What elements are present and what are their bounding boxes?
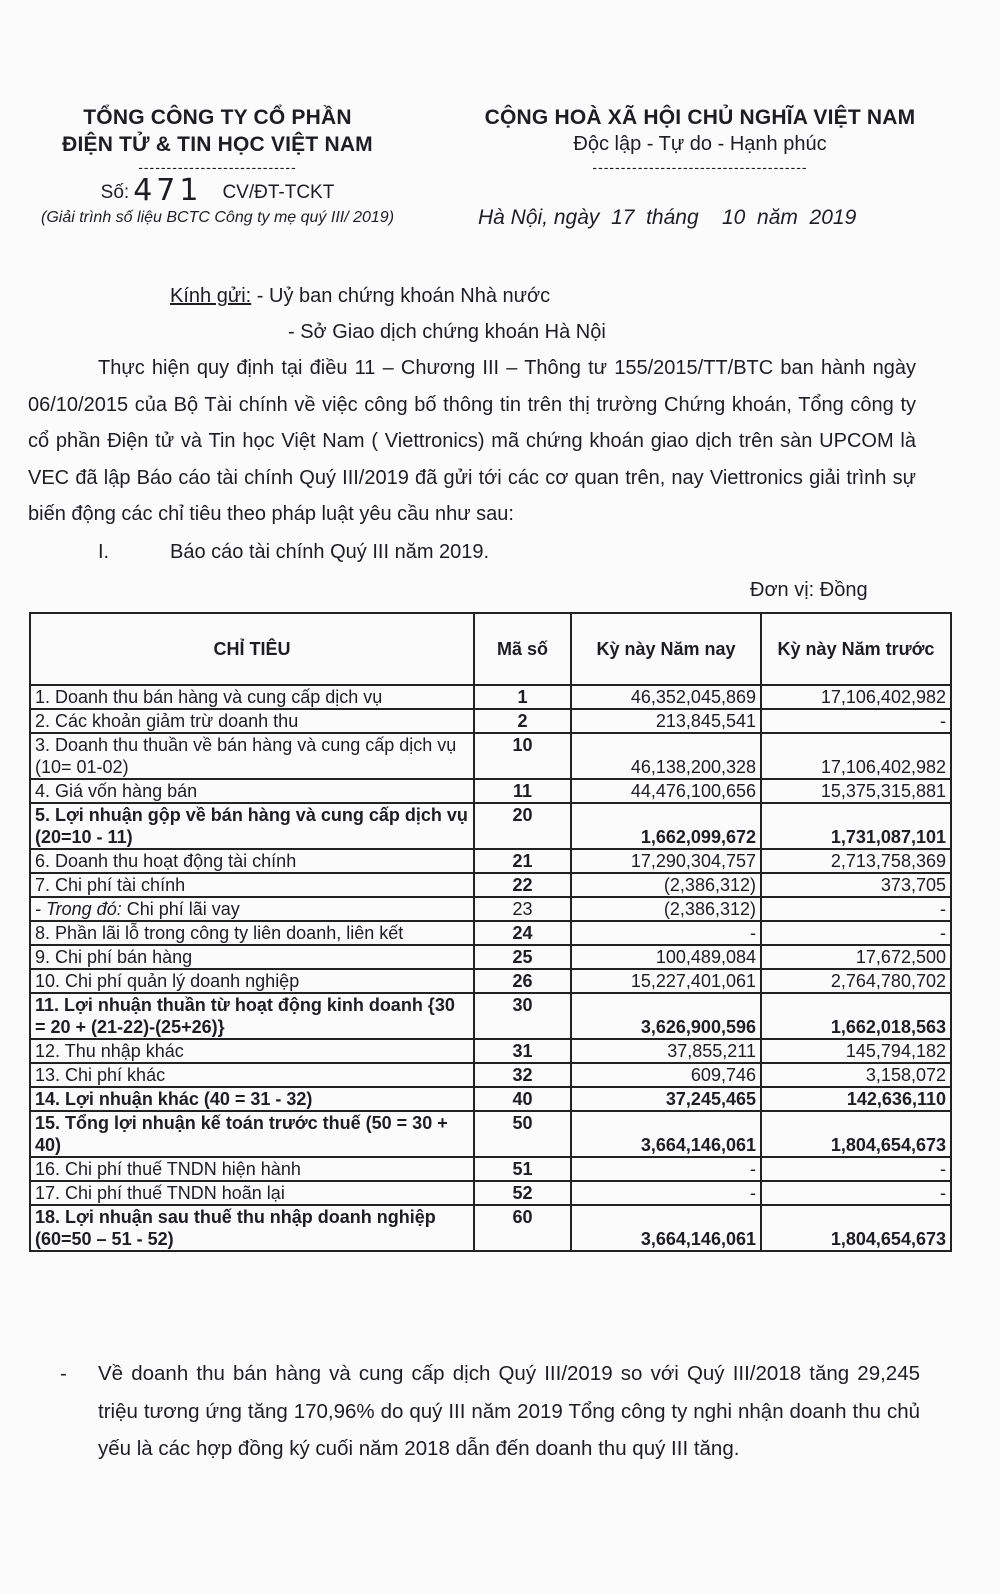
- row-code: 51: [474, 1157, 571, 1181]
- row-current: 46,352,045,869: [571, 685, 761, 709]
- table-row: [30, 1063, 951, 1087]
- row-label: 6. Doanh thu hoạt động tài chính: [30, 849, 474, 873]
- row-previous: 17,106,402,982: [761, 685, 951, 709]
- row-code: 1: [474, 685, 571, 709]
- row-label: 9. Chi phí bán hàng: [30, 945, 474, 969]
- document-date: Hà Nội, ngày 17 tháng 10 năm 2019: [478, 206, 857, 229]
- row-previous: -: [761, 921, 951, 945]
- row-label-rest: Chi phí lãi vay: [121, 899, 240, 919]
- document-number-label: Số:: [100, 182, 130, 203]
- row-current: (2,386,312): [571, 897, 761, 921]
- row-previous: 15,375,315,881: [761, 779, 951, 803]
- row-label: 11. Lợi nhuận thuần từ hoạt động kinh doanh {30 = 20 + (21-22)-(25+26)}: [30, 993, 474, 1039]
- row-current: -: [571, 1181, 761, 1205]
- bullet-text: Về doanh thu bán hàng và cung cấp dịch Quý III/2019 so với Quý III/2018 tăng 29,245 triệu tương ứng tăng 170,96% do quý III năm 2019 Tổng công ty nghi nhận doanh thu chủ yếu là các hợp đồng ký cuối năm 2018 dẫn đến doanh thu quý III tăng.: [98, 1362, 920, 1460]
- row-previous: 145,794,182: [761, 1039, 951, 1063]
- row-current: 46,138,200,328: [571, 733, 761, 779]
- row-code: 40: [474, 1087, 571, 1111]
- table-row: [30, 803, 951, 849]
- row-current: 3,626,900,596: [571, 993, 761, 1039]
- header-previous-period: Kỳ này Năm trước: [761, 613, 951, 685]
- explanation-bullet: [60, 1355, 920, 1468]
- table-row: [30, 993, 951, 1039]
- intro-text: Thực hiện quy định tại điều 11 – Chương III – Thông tư 155/2015/TT/BTC ban hành ngày 06/10/2015 của Bộ Tài chính về việc công bố thông tin trên thị trường Chứng khoán, Tổng công ty cổ phần Điện tử và Tin học Việt Nam ( Viettronics) mã chứng khoán giao dịch trên sàn UPCOM là VEC đã lập Báo cáo tài chính Quý III/2019 đã gửi tới các cơ quan trên, nay Viettronics giải trình sự biến động các chỉ tiêu theo pháp luật yêu cầu như sau:: [28, 357, 916, 525]
- row-label: 4. Giá vốn hàng bán: [30, 779, 474, 803]
- row-current: 37,855,211: [571, 1039, 761, 1063]
- issuer-name-line2: ĐIỆN TỬ & TIN HỌC VIỆT NAM: [62, 133, 373, 156]
- table-row: [30, 969, 951, 993]
- row-current: 44,476,100,656: [571, 779, 761, 803]
- issuer-block: [20, 104, 415, 230]
- row-label-italic: - Trong đó:: [35, 899, 122, 919]
- section-title: Báo cáo tài chính Quý III năm 2019.: [170, 541, 490, 563]
- row-code: 2: [474, 709, 571, 733]
- table-header-row: [30, 613, 951, 685]
- row-current: 100,489,084: [571, 945, 761, 969]
- bullet-marker: -: [60, 1362, 67, 1385]
- row-label: 16. Chi phí thuế TNDN hiện hành: [30, 1157, 474, 1181]
- row-previous: -: [761, 709, 951, 733]
- section-number: I.: [98, 541, 110, 563]
- row-previous: -: [761, 1157, 951, 1181]
- document-subject-note: (Giải trình số liệu BCTC Công ty mẹ quý III/ 2019): [40, 209, 395, 226]
- row-label: 12. Thu nhập khác: [30, 1039, 474, 1063]
- issuer-name-line1: TỔNG CÔNG TY CỔ PHẦN: [83, 106, 352, 129]
- intro-paragraph: [28, 350, 916, 533]
- row-code: 20: [474, 803, 571, 849]
- row-label: 13. Chi phí khác: [30, 1063, 474, 1087]
- motto-divider: --------------------------------------: [592, 159, 808, 175]
- row-previous: 1,662,018,563: [761, 993, 951, 1039]
- table-row: [30, 1181, 951, 1205]
- recipients-label: Kính gửi:: [170, 285, 252, 307]
- row-code: 10: [474, 733, 571, 779]
- country-name: CỘNG HOÀ XÃ HỘI CHỦ NGHĨA VIỆT NAM: [484, 106, 916, 129]
- row-previous: -: [761, 1181, 951, 1205]
- row-code: 25: [474, 945, 571, 969]
- recipients-line1: [170, 278, 550, 314]
- row-previous: 142,636,110: [761, 1087, 951, 1111]
- table-row: [30, 709, 951, 733]
- row-current: 3,664,146,061: [571, 1111, 761, 1157]
- row-code: 60: [474, 1205, 571, 1251]
- row-current: 17,290,304,757: [571, 849, 761, 873]
- row-label: 17. Chi phí thuế TNDN hoãn lại: [30, 1181, 474, 1205]
- row-label: 7. Chi phí tài chính: [30, 873, 474, 897]
- row-current: (2,386,312): [571, 873, 761, 897]
- table-row: [30, 1157, 951, 1181]
- row-previous: 3,158,072: [761, 1063, 951, 1087]
- issuer-divider: ----------------------------: [138, 159, 297, 175]
- document-number: [20, 173, 415, 208]
- row-code: 21: [474, 849, 571, 873]
- row-label: 15. Tổng lợi nhuận kế toán trước thuế (50 = 30 + 40): [30, 1111, 474, 1157]
- row-code: 26: [474, 969, 571, 993]
- table-row: [30, 1039, 951, 1063]
- table-row: [30, 849, 951, 873]
- row-current: -: [571, 1157, 761, 1181]
- row-current: 37,245,465: [571, 1087, 761, 1111]
- row-code: 31: [474, 1039, 571, 1063]
- row-label: 1. Doanh thu bán hàng và cung cấp dịch vụ: [30, 685, 474, 709]
- table-row: [30, 1205, 951, 1251]
- row-previous: 1,804,654,673: [761, 1205, 951, 1251]
- currency-unit: Đơn vị: Đồng: [750, 579, 868, 601]
- row-previous: 17,106,402,982: [761, 733, 951, 779]
- row-code: 24: [474, 921, 571, 945]
- row-current: 1,662,099,672: [571, 803, 761, 849]
- row-previous: 1,731,087,101: [761, 803, 951, 849]
- table-row: [30, 685, 951, 709]
- row-code: 32: [474, 1063, 571, 1087]
- row-code: 11: [474, 779, 571, 803]
- row-current: 15,227,401,061: [571, 969, 761, 993]
- national-motto: Độc lập - Tự do - Hạnh phúc: [573, 133, 827, 155]
- row-label: 14. Lợi nhuận khác (40 = 31 - 32): [30, 1087, 474, 1111]
- table-row: [30, 897, 951, 921]
- row-label: 2. Các khoản giảm trừ doanh thu: [30, 709, 474, 733]
- row-label: 18. Lợi nhuận sau thuế thu nhập doanh nghiệp (60=50 – 51 - 52): [30, 1205, 474, 1251]
- row-code: 30: [474, 993, 571, 1039]
- national-heading: [460, 104, 940, 174]
- section-heading: [98, 536, 489, 568]
- row-code: 50: [474, 1111, 571, 1157]
- header-code: Mã số: [474, 613, 571, 685]
- row-current: 609,746: [571, 1063, 761, 1087]
- table-row: [30, 779, 951, 803]
- table-row: [30, 1087, 951, 1111]
- row-current: 213,845,541: [571, 709, 761, 733]
- table-row: [30, 921, 951, 945]
- table-row: [30, 1111, 951, 1157]
- row-previous: 373,705: [761, 873, 951, 897]
- row-previous: 2,764,780,702: [761, 969, 951, 993]
- row-previous: 17,672,500: [761, 945, 951, 969]
- row-code: 23: [474, 897, 571, 921]
- row-previous: -: [761, 897, 951, 921]
- row-label: [30, 897, 474, 921]
- table-row: [30, 873, 951, 897]
- financial-statement-table: [29, 612, 952, 1252]
- row-code: 52: [474, 1181, 571, 1205]
- header-current-period: Kỳ này Năm nay: [571, 613, 761, 685]
- document-number-value: 471: [133, 173, 203, 208]
- row-label: 5. Lợi nhuận gộp về bán hàng và cung cấp dịch vụ (20=10 - 11): [30, 803, 474, 849]
- document-code: CV/ĐT-TCKT: [222, 182, 335, 203]
- row-label: 8. Phần lãi lỗ trong công ty liên doanh, liên kết: [30, 921, 474, 945]
- row-code: 22: [474, 873, 571, 897]
- table-row: [30, 945, 951, 969]
- row-current: 3,664,146,061: [571, 1205, 761, 1251]
- row-label: 3. Doanh thu thuần về bán hàng và cung cấp dịch vụ (10= 01-02): [30, 733, 474, 779]
- row-previous: 1,804,654,673: [761, 1111, 951, 1157]
- header-indicator: CHỈ TIÊU: [30, 613, 474, 685]
- row-current: -: [571, 921, 761, 945]
- row-previous: 2,713,758,369: [761, 849, 951, 873]
- recipient-2: - Sở Giao dịch chứng khoán Hà Nội: [288, 321, 606, 343]
- table-row: [30, 733, 951, 779]
- recipient-1: - Uỷ ban chứng khoán Nhà nước: [256, 285, 551, 307]
- row-label: 10. Chi phí quản lý doanh nghiệp: [30, 969, 474, 993]
